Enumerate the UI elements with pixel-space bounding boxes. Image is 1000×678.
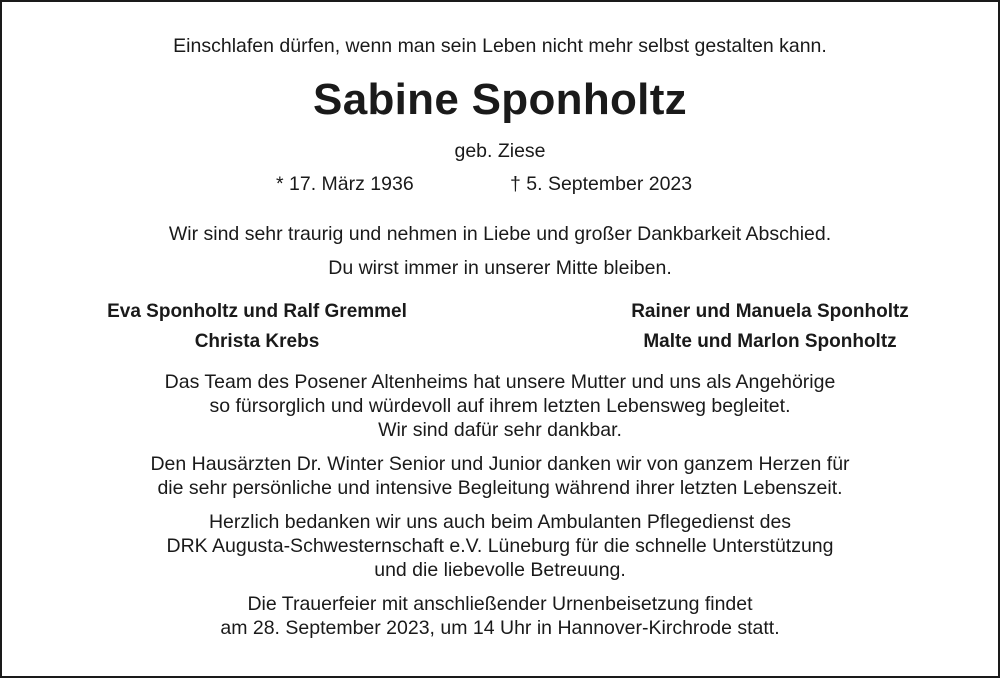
farewell-line-2: Du wirst immer in unserer Mitte bleiben. <box>328 257 672 279</box>
paragraph-line: Herzlich bedanken wir uns auch beim Ambulanten Pflegedienst des <box>208 511 792 533</box>
signatory-left-2: Christa Krebs <box>194 331 320 352</box>
signatory-right-2: Malte und Marlon Sponholtz <box>643 331 897 352</box>
thanks-doctors <box>0 452 1000 500</box>
paragraph-line: so fürsorglich und würdevoll auf ihrem letzten Lebensweg begleitet. <box>209 395 791 417</box>
paragraph-line: die sehr persönliche und intensive Begleitung während ihrer letzten Lebenszeit. <box>157 477 843 499</box>
deceased-name: Sabine Sponholtz <box>313 75 687 124</box>
paragraph-line: am 28. September 2023, um 14 Uhr in Hannover-Kirchrode statt. <box>220 617 780 639</box>
signatory-right-1: Rainer und Manuela Sponholtz <box>631 301 909 322</box>
maiden-name: geb. Ziese <box>454 140 546 162</box>
thanks-care-home <box>0 370 1000 442</box>
paragraph-line: und die liebevolle Betreuung. <box>374 559 626 581</box>
paragraph-line: Die Trauerfeier mit anschließender Urnenbeisetzung findet <box>247 593 753 615</box>
motto-text: Einschlafen dürfen, wenn man sein Leben nicht mehr selbst gestalten kann. <box>173 35 827 57</box>
paragraph-line: Den Hausärzten Dr. Winter Senior und Junior danken wir von ganzem Herzen für <box>150 453 850 475</box>
death-date: † 5. September 2023 <box>510 173 693 195</box>
paragraph-line: Das Team des Posener Altenheims hat unsere Mutter und uns als Angehörige <box>164 371 836 393</box>
thanks-nursing-service <box>0 510 1000 582</box>
farewell-line-1: Wir sind sehr traurig und nehmen in Liebe und großer Dankbarkeit Abschied. <box>168 223 832 245</box>
birth-date: * 17. März 1936 <box>276 173 414 195</box>
paragraph-line: Wir sind dafür sehr dankbar. <box>378 419 622 441</box>
funeral-info <box>0 592 1000 640</box>
signatory-left-1: Eva Sponholtz und Ralf Gremmel <box>107 301 407 322</box>
paragraph-line: DRK Augusta-Schwesternschaft e.V. Lüneburg für die schnelle Unterstützung <box>166 535 834 557</box>
